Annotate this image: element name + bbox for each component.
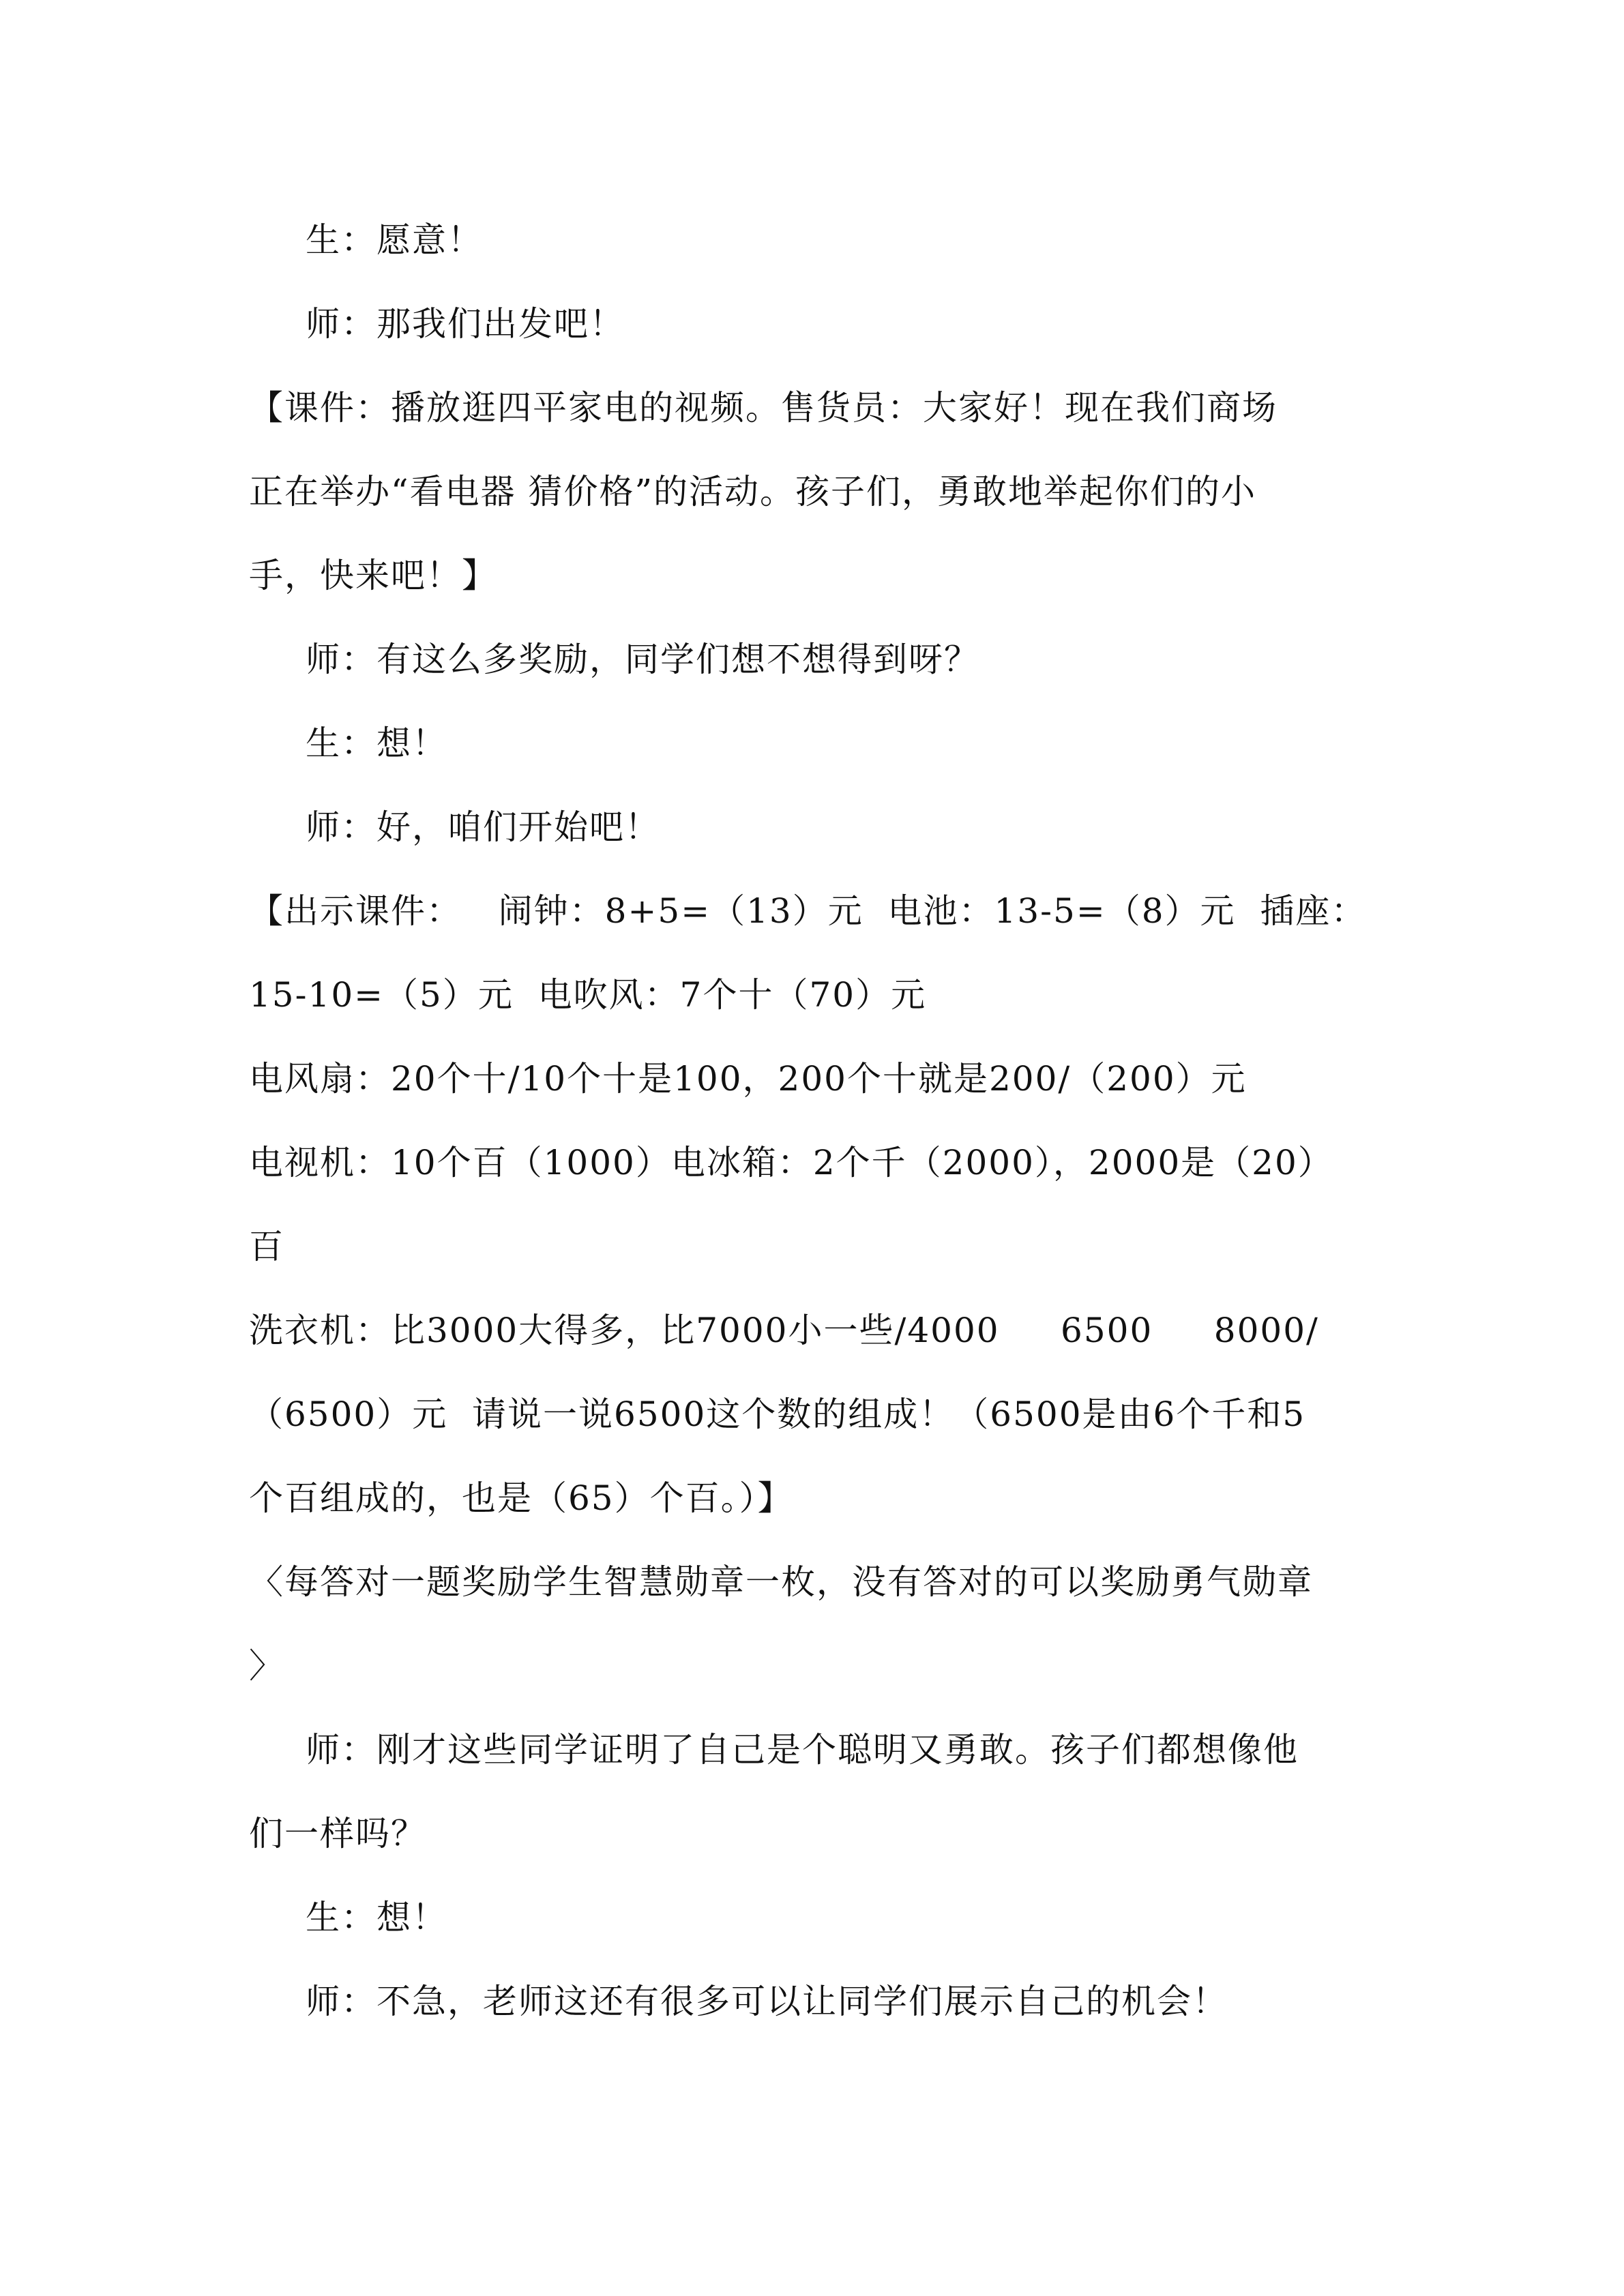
courseware-note-line: 【课件：播放逛四平家电的视频。售货员：大家好！现在我们商场 [249,388,1278,428]
dialogue-line-teacher: 师：不急，老师这还有很多可以让同学们展示自己的机会！ [306,1982,1228,2021]
dialogue-line-teacher: 师：刚才这些同学证明了自己是个聪明又勇敢。孩子们都想像他 [306,1730,1299,1770]
courseware-question-line: 百 [249,1227,284,1266]
dialogue-line-teacher: 师：那我们出发吧！ [306,304,625,344]
reward-note-line: 〉 [249,1646,284,1686]
courseware-question-line: 15-10=（5）元 电吹风：7个十（70）元 [249,975,927,1015]
dialogue-line-teacher: 师：有这么多奖励，同学们想不想得到呀？ [306,640,979,679]
reward-note-line: 〈每答对一题奖励学生智慧勋章一枚，没有答对的可以奖励勇气勋章 [249,1562,1313,1602]
courseware-question-line: 电风扇：20个十/10个十是100，200个十就是200/（200）元 [249,1059,1247,1099]
courseware-question-line: （6500）元 请说一说6500这个数的组成！（6500是由6个千和5 [249,1395,1306,1434]
courseware-note-line: 手，快来吧！】 [249,556,497,595]
courseware-question-line: 电视机：10个百（1000）电冰箱：2个千（2000），2000是（20） [249,1143,1333,1182]
dialogue-line-teacher: 师：好，咱们开始吧！ [306,807,660,847]
courseware-question-line: 个百组成的，也是（65）个百。）】 [249,1478,793,1518]
dialogue-line-student: 生：愿意！ [306,220,483,260]
dialogue-line-teacher: 们一样吗？ [249,1814,426,1853]
courseware-question-line: 洗衣机：比3000大得多，比7000小一些/4000 6500 8000/ [249,1311,1319,1350]
dialogue-line-student: 生：想！ [306,1898,447,1937]
courseware-question-line: 【出示课件： 闹钟：8+5=（13）元 电池：13-5=（8）元 插座： [249,891,1367,931]
courseware-note-line: 正在举办“看电器 猜价格”的活动。孩子们，勇敢地举起你们的小 [249,472,1257,511]
dialogue-line-student: 生：想！ [306,724,447,763]
